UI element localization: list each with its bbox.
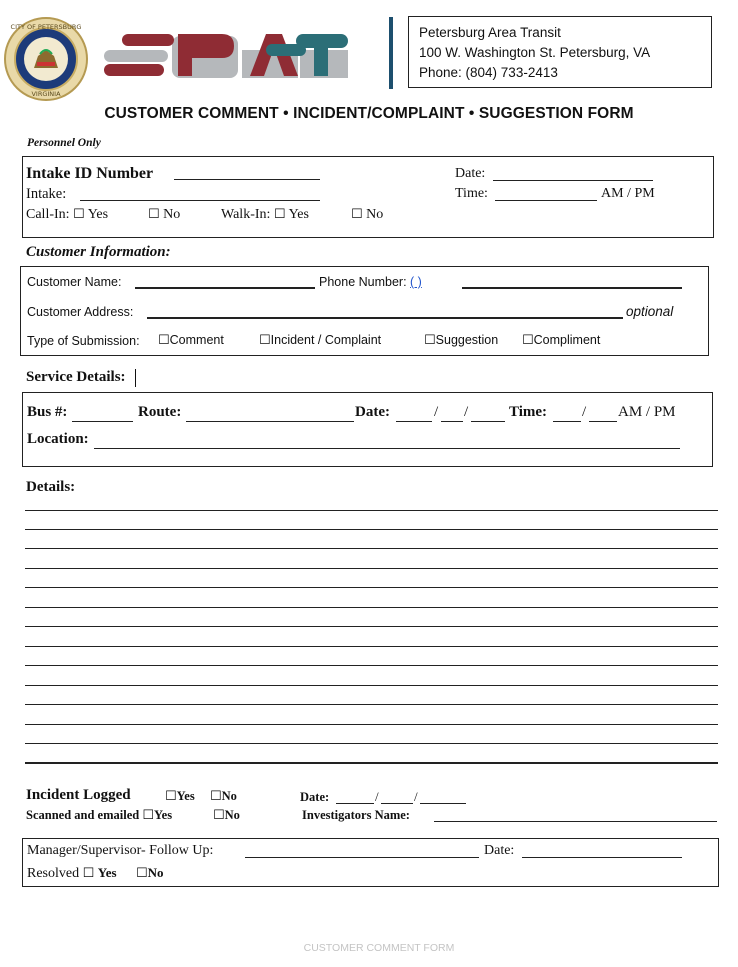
comment-checkbox[interactable]: ☐: [158, 333, 170, 348]
incident-logged-label: Incident Logged: [26, 787, 131, 803]
phone-label-text: Phone Number:: [319, 275, 407, 289]
details-line[interactable]: [25, 587, 718, 588]
details-line[interactable]: [25, 704, 718, 705]
incident-logged-yes: [165, 789, 195, 804]
svg-text:VIRGINIA: VIRGINIA: [31, 90, 61, 98]
phone-area-code[interactable]: ( ): [410, 275, 422, 289]
logged-slash-2: /: [414, 789, 418, 804]
compliment-label: Compliment: [533, 333, 601, 347]
time-ampm: AM / PM: [601, 186, 655, 201]
details-line[interactable]: [25, 743, 718, 744]
personnel-heading: Personnel Only: [27, 137, 101, 149]
walk-in-no: [351, 207, 383, 223]
details-line[interactable]: [25, 607, 718, 608]
scanned-yes-checkbox[interactable]: ☐: [142, 808, 154, 823]
scanned-no: [213, 808, 240, 823]
svg-text:CITY OF PETERSBURG: CITY OF PETERSBURG: [10, 23, 82, 31]
call-in-yes-checkbox[interactable]: ☐: [73, 207, 85, 222]
service-heading: Service Details:: [26, 369, 126, 385]
org-address: 100 W. Washington St. Petersburg, VA: [419, 45, 651, 60]
comment-label: Comment: [169, 333, 224, 347]
bus-label: Bus #:: [27, 404, 68, 420]
suggestion-checkbox[interactable]: ☐: [424, 333, 436, 348]
resolved-no-checkbox[interactable]: ☐: [136, 866, 148, 881]
investigators-label: Investigators Name:: [302, 808, 410, 822]
time-slash: /: [582, 404, 587, 420]
date-slash-1: /: [434, 404, 439, 420]
address-optional: optional: [626, 304, 674, 319]
service-date-year[interactable]: [471, 421, 505, 422]
investigators-line[interactable]: [434, 821, 717, 822]
submission-type-label: Type of Submission:: [27, 334, 140, 348]
phone-line[interactable]: [462, 287, 682, 289]
address-line[interactable]: [147, 317, 623, 319]
service-ampm: AM / PM: [618, 404, 676, 420]
intake-id-field[interactable]: [26, 165, 153, 183]
walk-in-label: Walk-In:: [221, 207, 271, 222]
time-label: Time:: [455, 186, 488, 201]
incident-logged-row: [26, 787, 131, 804]
text-cursor: [135, 369, 136, 387]
address-label: Customer Address:: [27, 305, 134, 319]
suggestion-label: Suggestion: [435, 333, 499, 347]
service-time-label: Time:: [509, 404, 548, 420]
option-suggestion[interactable]: [424, 333, 498, 348]
details-line[interactable]: [25, 548, 718, 549]
call-in-no: [148, 207, 180, 223]
service-date-day[interactable]: [441, 421, 463, 422]
call-in-no-checkbox[interactable]: ☐: [148, 207, 160, 222]
resolved-row: [27, 865, 117, 882]
location-line[interactable]: [94, 448, 680, 449]
incident-logged-no-label: No: [221, 789, 237, 803]
logged-date-label: Date:: [300, 790, 330, 804]
details-line[interactable]: [25, 510, 718, 511]
scanned-row: [26, 808, 172, 823]
service-date-label: Date:: [355, 404, 390, 420]
customer-name-label: Customer Name:: [27, 275, 122, 289]
call-in-yes-label: Yes: [87, 207, 109, 222]
intake-line[interactable]: [80, 200, 320, 201]
contact-box: [408, 16, 712, 88]
page-footer: CUSTOMER COMMENT FORM: [303, 942, 455, 954]
details-line[interactable]: [25, 724, 718, 725]
resolved-yes-checkbox[interactable]: ☐: [82, 866, 95, 881]
details-line[interactable]: [25, 685, 718, 686]
service-date-month[interactable]: [396, 421, 432, 422]
call-in-label: Call-In:: [26, 207, 70, 222]
manager-date-line[interactable]: [522, 857, 682, 858]
resolved-no: [136, 865, 164, 881]
resolved-no-label: No: [147, 865, 164, 880]
customer-name-line[interactable]: [135, 287, 315, 289]
intake-label: Intake:: [26, 186, 67, 202]
resolved-yes-label: Yes: [97, 865, 117, 880]
location-label: Location:: [27, 431, 89, 447]
details-heading: Details:: [26, 479, 76, 495]
manager-date-label: Date:: [484, 843, 515, 858]
logged-date-month[interactable]: [336, 803, 374, 804]
call-in-no-label: No: [163, 207, 181, 222]
org-phone: Phone: (804) 733-2413: [419, 65, 558, 80]
scanned-yes-label: Yes: [154, 808, 173, 822]
date-slash-2: /: [464, 404, 469, 420]
details-line[interactable]: [25, 626, 718, 627]
details-line[interactable]: [25, 568, 718, 569]
manager-line[interactable]: [245, 857, 479, 858]
customer-heading: Customer Information:: [26, 244, 171, 260]
city-seal: [4, 16, 88, 102]
walk-in-no-checkbox[interactable]: ☐: [351, 207, 363, 222]
logged-date-year[interactable]: [420, 803, 466, 804]
option-incident[interactable]: [259, 333, 381, 348]
header-divider: [389, 17, 393, 89]
option-comment[interactable]: [158, 333, 224, 348]
scanned-no-checkbox[interactable]: ☐: [213, 808, 225, 823]
resolved-label: Resolved: [27, 866, 80, 881]
walk-in-no-label: No: [366, 207, 384, 222]
time-line[interactable]: [495, 200, 597, 201]
details-line-heavy: [25, 762, 718, 764]
incident-logged-yes-label: Yes: [176, 789, 195, 803]
logged-date-day[interactable]: [381, 803, 413, 804]
logged-slash-1: /: [375, 789, 379, 804]
svg-text:PAT: PAT: [100, 30, 102, 31]
details-line[interactable]: [25, 646, 718, 647]
incident-logged-no: [210, 789, 237, 804]
route-label: Route:: [138, 404, 182, 420]
option-compliment[interactable]: [522, 333, 600, 348]
intake-id-line: [174, 179, 320, 180]
incident-checkbox[interactable]: ☐: [259, 333, 271, 348]
compliment-checkbox[interactable]: ☐: [522, 333, 534, 348]
scanned-no-label: No: [224, 808, 240, 822]
personnel-date-label: Date:: [455, 166, 486, 181]
scanned-label: Scanned and emailed: [26, 808, 140, 822]
walk-in-yes-label: Yes: [288, 207, 309, 222]
walk-in-yes-checkbox[interactable]: ☐: [273, 207, 286, 222]
incident-label: Incident / Complaint: [270, 333, 382, 347]
incident-logged-yes-checkbox[interactable]: ☐: [165, 789, 177, 804]
personnel-date-line[interactable]: [493, 180, 653, 181]
details-line[interactable]: [25, 529, 718, 530]
phone-label: [319, 275, 422, 289]
form-title: CUSTOMER COMMENT • INCIDENT/COMPLAINT • SUGGESTION FORM: [104, 105, 634, 122]
intake-id-label: Intake ID Number: [26, 165, 154, 182]
service-time-hour[interactable]: [553, 421, 581, 422]
org-name: Petersburg Area Transit: [419, 25, 561, 40]
route-line[interactable]: [186, 421, 354, 422]
service-time-minute[interactable]: [589, 421, 617, 422]
pat-logo: [100, 30, 352, 80]
manager-label: Manager/Supervisor- Follow Up:: [27, 843, 214, 858]
walk-in-row: [221, 207, 309, 223]
details-line[interactable]: [25, 665, 718, 666]
incident-logged-no-checkbox[interactable]: ☐: [210, 789, 222, 804]
bus-line[interactable]: [72, 421, 133, 422]
call-in-row: [26, 207, 108, 223]
